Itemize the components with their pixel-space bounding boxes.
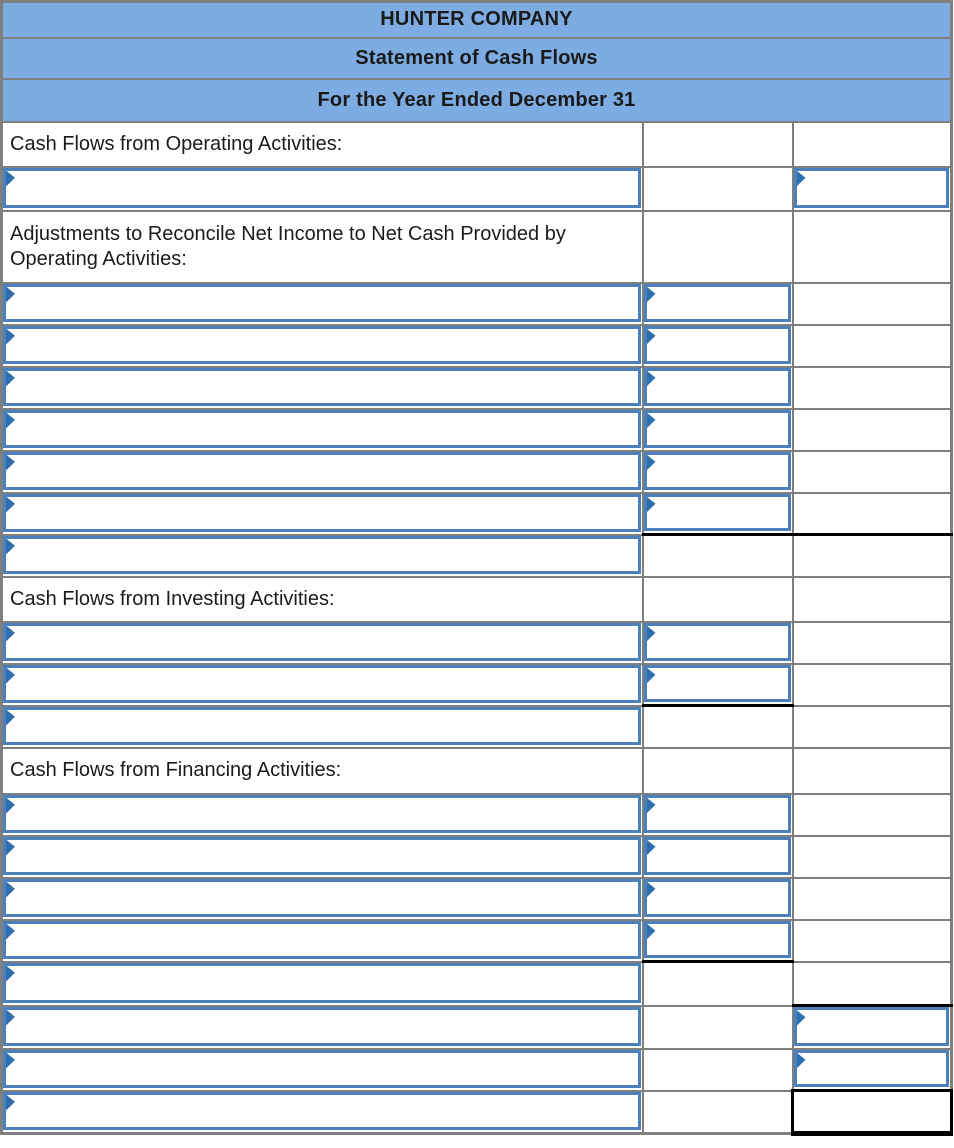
answer-flag-icon — [6, 539, 15, 555]
answer-flag-icon — [6, 882, 15, 898]
table-row — [2, 664, 952, 706]
table-row — [2, 283, 952, 325]
empty-cell — [793, 794, 952, 836]
answer-cell — [2, 706, 643, 748]
adjustments-section-label: Adjustments to Reconcile Net Income to Net Cash Provided by Operating Activities: — [2, 211, 643, 283]
empty-cell — [793, 748, 952, 794]
answer-flag-icon — [647, 626, 656, 642]
answer-flag-icon — [647, 455, 656, 471]
company-name-title: HUNTER COMPANY — [2, 2, 952, 38]
table-row — [2, 451, 952, 493]
empty-cell — [643, 211, 793, 283]
table-row — [2, 2, 952, 38]
answer-cell — [643, 836, 793, 878]
amount-input[interactable] — [644, 623, 791, 661]
amount-input[interactable] — [644, 921, 791, 959]
answer-cell — [2, 493, 643, 535]
table-row — [2, 1091, 952, 1134]
description-input[interactable] — [3, 494, 641, 532]
table-row — [2, 794, 952, 836]
empty-cell — [793, 664, 952, 706]
answer-flag-icon — [6, 798, 15, 814]
description-input[interactable] — [3, 1092, 641, 1131]
answer-flag-icon — [6, 626, 15, 642]
description-input[interactable] — [3, 963, 641, 1003]
answer-cell — [2, 283, 643, 325]
answer-cell — [2, 1049, 643, 1091]
description-input[interactable] — [3, 168, 641, 208]
answer-flag-icon — [647, 329, 656, 345]
answer-flag-icon — [6, 455, 15, 471]
answer-flag-icon — [647, 924, 656, 940]
answer-flag-icon — [6, 371, 15, 387]
answer-cell — [2, 920, 643, 962]
description-input[interactable] — [3, 795, 641, 833]
amount-input[interactable] — [644, 795, 791, 833]
answer-cell — [2, 794, 643, 836]
table-row — [2, 211, 952, 283]
empty-cell — [643, 1006, 793, 1049]
answer-flag-icon — [6, 413, 15, 429]
table-row — [2, 122, 952, 167]
empty-cell — [643, 535, 793, 577]
description-input[interactable] — [3, 410, 641, 448]
description-input[interactable] — [3, 536, 641, 574]
answer-cell — [2, 535, 643, 577]
empty-cell — [793, 535, 952, 577]
table-row — [2, 748, 952, 794]
description-input[interactable] — [3, 368, 641, 406]
amount-input[interactable] — [794, 168, 950, 208]
answer-cell — [2, 962, 643, 1006]
answer-flag-icon — [6, 1010, 15, 1026]
empty-cell — [643, 1091, 793, 1134]
empty-cell — [793, 451, 952, 493]
table-row — [2, 79, 952, 122]
answer-flag-icon — [797, 1053, 806, 1069]
table-row — [2, 493, 952, 535]
amount-input[interactable] — [644, 326, 791, 364]
answer-cell — [643, 622, 793, 664]
empty-cell — [793, 493, 952, 535]
empty-cell — [793, 211, 952, 283]
empty-cell — [793, 409, 952, 451]
table-row — [2, 367, 952, 409]
amount-input[interactable] — [644, 494, 791, 532]
answer-flag-icon — [6, 287, 15, 303]
answer-cell — [643, 493, 793, 535]
empty-cell — [793, 577, 952, 622]
amount-input[interactable] — [644, 665, 791, 703]
answer-cell — [643, 451, 793, 493]
empty-cell — [793, 325, 952, 367]
description-input[interactable] — [3, 1050, 641, 1088]
amount-input[interactable] — [644, 284, 791, 322]
investing-section-label: Cash Flows from Investing Activities: — [2, 577, 643, 622]
total-amount-input[interactable] — [794, 1050, 950, 1088]
empty-cell — [643, 1049, 793, 1091]
answer-flag-icon — [6, 329, 15, 345]
answer-flag-icon — [6, 924, 15, 940]
empty-cell — [793, 367, 952, 409]
empty-cell — [643, 962, 793, 1006]
table-row — [2, 535, 952, 577]
answer-flag-icon — [647, 497, 656, 513]
empty-cell — [793, 122, 952, 167]
empty-cell — [793, 706, 952, 748]
amount-input[interactable] — [644, 368, 791, 406]
answer-cell — [793, 1049, 952, 1091]
empty-cell — [793, 836, 952, 878]
total-amount-input[interactable] — [794, 1007, 950, 1046]
description-input[interactable] — [3, 707, 641, 745]
description-input[interactable] — [3, 879, 641, 917]
answer-cell — [643, 367, 793, 409]
table-row — [2, 325, 952, 367]
period-title: For the Year Ended December 31 — [2, 79, 952, 122]
answer-flag-icon — [647, 840, 656, 856]
answer-cell — [2, 622, 643, 664]
answer-flag-icon — [6, 840, 15, 856]
table-row — [2, 167, 952, 211]
answer-cell — [793, 1006, 952, 1049]
description-input[interactable] — [3, 326, 641, 364]
table-row — [2, 878, 952, 920]
answer-flag-icon — [797, 1010, 806, 1026]
answer-cell — [643, 878, 793, 920]
answer-cell — [2, 1006, 643, 1049]
answer-cell — [2, 409, 643, 451]
answer-flag-icon — [647, 882, 656, 898]
empty-cell — [643, 122, 793, 167]
answer-cell — [2, 367, 643, 409]
amount-input[interactable] — [644, 410, 791, 448]
description-input[interactable] — [3, 452, 641, 490]
answer-cell — [643, 794, 793, 836]
operating-section-label: Cash Flows from Operating Activities: — [2, 122, 643, 167]
final-total-cell — [793, 1091, 952, 1134]
answer-flag-icon — [647, 287, 656, 303]
table-row — [2, 920, 952, 962]
answer-cell — [2, 878, 643, 920]
answer-cell — [643, 325, 793, 367]
table-row — [2, 836, 952, 878]
answer-cell — [2, 451, 643, 493]
answer-flag-icon — [647, 668, 656, 684]
empty-cell — [643, 748, 793, 794]
answer-flag-icon — [797, 171, 806, 187]
table-row — [2, 962, 952, 1006]
empty-cell — [793, 962, 952, 1006]
empty-cell — [793, 878, 952, 920]
table-row — [2, 622, 952, 664]
answer-cell — [2, 1091, 643, 1134]
statement-title: Statement of Cash Flows — [2, 38, 952, 79]
amount-input[interactable] — [644, 452, 791, 490]
answer-flag-icon — [6, 966, 15, 982]
description-input[interactable] — [3, 1007, 641, 1046]
table-row — [2, 1006, 952, 1049]
empty-cell — [643, 706, 793, 748]
table-row — [2, 1049, 952, 1091]
answer-cell — [643, 409, 793, 451]
answer-flag-icon — [6, 710, 15, 726]
description-input[interactable] — [3, 623, 641, 661]
description-input[interactable] — [3, 665, 641, 703]
description-input[interactable] — [3, 921, 641, 959]
answer-flag-icon — [647, 413, 656, 429]
table-row — [2, 706, 952, 748]
description-input[interactable] — [3, 837, 641, 875]
table-row — [2, 38, 952, 79]
answer-cell — [2, 836, 643, 878]
amount-input[interactable] — [644, 879, 791, 917]
answer-cell — [793, 167, 952, 211]
answer-flag-icon — [6, 171, 15, 187]
empty-cell — [793, 920, 952, 962]
amount-input[interactable] — [644, 837, 791, 875]
answer-cell — [643, 920, 793, 962]
answer-cell — [2, 325, 643, 367]
answer-flag-icon — [6, 1095, 15, 1111]
answer-flag-icon — [6, 668, 15, 684]
description-input[interactable] — [3, 284, 641, 322]
answer-flag-icon — [647, 371, 656, 387]
answer-flag-icon — [647, 798, 656, 814]
answer-cell — [643, 283, 793, 325]
answer-cell — [2, 167, 643, 211]
empty-cell — [793, 283, 952, 325]
empty-cell — [643, 167, 793, 211]
table-row — [2, 409, 952, 451]
table-row — [2, 577, 952, 622]
answer-flag-icon — [6, 1053, 15, 1069]
answer-cell — [2, 664, 643, 706]
financing-section-label: Cash Flows from Financing Activities: — [2, 748, 643, 794]
answer-cell — [643, 664, 793, 706]
empty-cell — [793, 622, 952, 664]
answer-flag-icon — [6, 497, 15, 513]
empty-cell — [643, 577, 793, 622]
